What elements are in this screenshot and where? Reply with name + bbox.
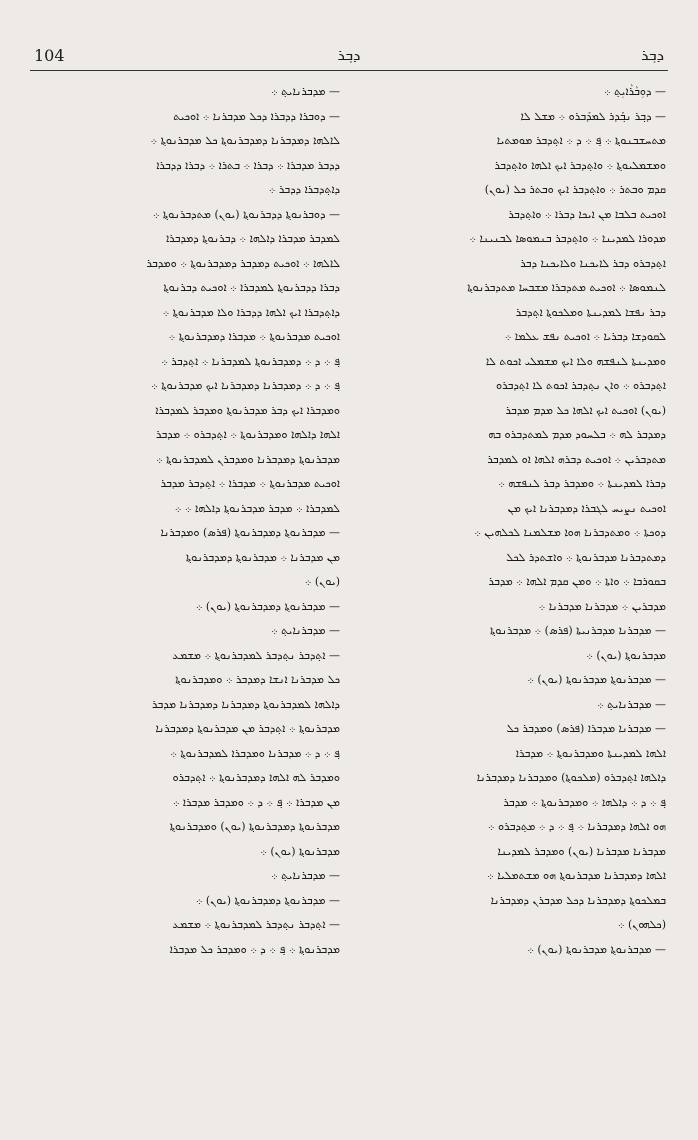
entry-line: ܕܐܬ݂ܕܒܪܐ ܕܕܒܪ ܀ bbox=[268, 183, 340, 196]
entry-line: — ܡܕܒܪܢܐ ܡܕܒܪܐ (ܦܪܣ) ܘܡܕܒܪ ܟܠ bbox=[506, 722, 666, 735]
entry-line: — ܡܕܒܪܢܐܝܬ݂ ܀ bbox=[271, 624, 340, 637]
entry-line: ܡܕܒܪܢܘܬ݂ܐ ܀ ܦ݂ ܀ ܕ ܀ ܘܡܕܒܪ ܟܠ ܡܕܒܪܐ bbox=[169, 942, 340, 956]
entry-line: — ܕܘܒܪܢܘܬ݂ܐ ܕܕܒܪܢܘܬ݂ܐ (ܝܘܢ) ܡܬܕܒܪܢܘܬ݂ܐ ܀ bbox=[152, 207, 340, 221]
entry-line: — ܐܬ݂ܕܒܪ ܢܬ݂ܕܒܪ ܠܡܕܒܪܢܘܬ݂ܐ ܀ ܡܫܡܥ bbox=[172, 648, 340, 662]
entry-line: ܕܒܪܐ ܕܕܒܪܢܘܬ݂ܐ ܠܡܕܒܪܐ ܀ ܐܘܟܝܬ ܕܒܪܢܘܬ݂ܐ bbox=[163, 281, 340, 294]
running-head-right: ܕܒ݂ܪ bbox=[641, 46, 664, 64]
entry-line: ܘܡܫܡܠܝܘܬ݂ܐ ܀ ܘܐܬ݂ܕܒܪ ܐܝܟ ܐܠܗܐ ܘܐܬ݂ܕܒܪ bbox=[494, 158, 666, 172]
entry-line: ܐܘܟܝܬ ܡܕܒܪܢܘܬ݂ܐ ܀ ܡܕܒܪܐ ܕܡܕܒܪܢܘܬ݂ܐ ܀ bbox=[168, 330, 340, 343]
header-rule bbox=[30, 70, 668, 71]
entry-line: ܦ݂ ܀ ܕ ܀ ܡܕܒܪܢܐ ܘܡܕܒܪܐ ܠܡܕܒܪܢܘܬ݂ܐ ܀ bbox=[170, 746, 340, 760]
entry-line: — ܡܕܒܪܢܘܬ݂ܐ ܕܡܕܒܪܢܘܬ݂ܐ (ܝܘܢ) ܀ bbox=[195, 893, 340, 907]
entry-line: ܠܩܘܕܫܐ ܕܒܪܝܐ ܀ ܐܘܟܝܬ ܢܦܫ ܥܠܡܐ ܀ bbox=[504, 330, 666, 343]
entry-line: — ܡܕܒܪܢܐܝܬ݂ ܀ bbox=[271, 85, 340, 98]
entry-line: (ܝܘܢ) ܀ bbox=[304, 575, 340, 588]
entry-line: (ܝܘܢ) ܐܘܟܝܬ ܐܝܟ ܐܠܗܐ ܟܠ ܡܕܡ ܡܕܒܪ bbox=[505, 403, 666, 417]
entry-line: ܦ݂ ܀ ܕ ܀ ܕܐܠܗܐ ܀ ܘܡܕܒܪܢܘܬ݂ܐ ܀ ܡܕܒܪ bbox=[503, 795, 666, 809]
entry-line: — ܡܕܒܪܢܘܬ݂ܐ ܡܕܒܪܢܘܬ݂ܐ (ܝܘܢ) ܀ bbox=[527, 942, 666, 956]
entry-line: — ܕܘܼܒܵܪܵܐܝܼܬ݂ ܀ bbox=[603, 85, 666, 98]
entry-line: — ܡܕܒܪܢܐ ܡܕܒܪܢܝܬܐ (ܦܪܣ) ܀ ܡܕܒܪܢܘܬ݂ܐ bbox=[490, 624, 666, 637]
entry-line: ܡܕܒܪܢܘܬ݂ܐ (ܝܘܢ) ܀ bbox=[586, 648, 666, 662]
entry-line: ܐܬ݂ܕܒܪܘ ܀ ܘܐܢ ܢܬ݂ܕܒܪ ܐܟܘܬ ܠܐ ܐܬ݂ܕܒܪܘ bbox=[495, 379, 666, 392]
right-column bbox=[356, 80, 666, 962]
entry-line: ܦ݂ ܀ ܕ ܀ ܕܡܕܒܪܢܐ ܕܡܕܒܪܢܐ ܐܝܟ ܡܕܒܪܢܘܬ݂ܐ ܀ bbox=[151, 379, 340, 392]
entry-line: ܕܒܪܐ ܠܡܕܝܢܬܐ ܀ ܘܡܕܒܪ ܕܒܪ ܠܢܦܫܗ ܀ bbox=[498, 477, 666, 490]
entry-line: ܒܩܘܪܒܐ ܀ ܘܐܬܐ ܀ ܘܡܢ ܩܕܡ ܐܠܗܐ ܀ ܡܕܒܪ bbox=[488, 575, 666, 588]
entry-line: ܕܕܒܪ ܡܕܒܪܐ ܀ ܕܒܪܐ ܀ ܒܬܪܐ ܀ ܕܒܪܐ ܕܕܒܪܐ bbox=[156, 158, 340, 172]
running-head-center: ܕܒ݂ܪ bbox=[337, 46, 361, 64]
entry-line: ܡܕܒܪܢܐ ܡܕܒܪܢܐ (ܝܘܢ) ܘܡܕܒܪ ܠܡܕܝܢܐ bbox=[497, 844, 666, 858]
entry-line: ܐܠܗܐ ܕܡܕܒܪܢܐ ܡܕܒܪܢܘܬ݂ܐ ܗܘ ܡܫܬܡܠܝܐ ܀ bbox=[487, 869, 666, 882]
entry-line: ܠܡܕܒܪ ܡܕܒܪܐ ܕܐܠܗܐ ܀ ܕܒܪܢܘܬ݂ܐ ܕܡܕܒܪܐ bbox=[166, 232, 340, 245]
entry-line: ܡܢ ܡܕܒܪܢܐ ܀ ܡܕܒܪܢܘܬ݂ܐ ܕܡܕܒܪܢܘܬ݂ܐ bbox=[185, 550, 340, 564]
entry-line: — ܡܕܒܪܢܐܝܬ݂ ܀ bbox=[597, 697, 666, 711]
entry-line: ܕܐܠܗܐ ܐܬ݂ܕܒܪܘ (ܡܠܟܘܬ݂ܐ) ܘܡܕܒܪܢܐ ܕܡܕܒܪܢܐ bbox=[476, 771, 666, 784]
entry-line: ܐܠܗܐ ܠܡܕܝܢܬܐ ܘܡܕܒܪܢܘܬ݂ܐ ܀ ܡܕܒܪܐ bbox=[515, 746, 666, 760]
entry-line: ܐܘܟܝܬ ܒܠܒܐ ܡܢ ܐܝܟܐ ܕܒܪܐ ܀ ܘܐܬ݂ܕܒܪ bbox=[508, 207, 666, 221]
entry-line: — ܡܕܒܪܢܘܬ݂ܐ ܕܡܕܒܪܢܘܬ݂ܐ (ܝܘܢ) ܀ bbox=[195, 599, 340, 613]
entry-line: — ܕܒ݂ܪ ܢܒ݂ܰܕܪ ܠܡܕܰܒܪܘ ܀ ܡܫܠ ܠܐ bbox=[520, 109, 666, 123]
entry-line: ܡܕܒܪܝܢ ܀ ܡܕܒܪܢܐ ܡܕܒܪܢܐ ܀ bbox=[538, 599, 666, 613]
entry-line: ܠܢܡܘܣܐ ܀ ܐܘܟܝܬ ܡܬܕܒܪܐ ܡܫܒܚܐ ܡܬܕܒܪܢܘܬ݂ܐ bbox=[467, 281, 666, 294]
entry-line: ܡܕܒܪܢܘܬ݂ܐ (ܝܘܢ) ܀ bbox=[260, 844, 340, 858]
entry-line: ܕܘܟܬܐ ܀ ܘܡܬܕܒܪܢܐ ܗܘܐ ܡܫܠܡܢܐ ܠܟܠܗܝܢ ܀ bbox=[474, 526, 666, 539]
entry-line: ܡܕܘܪܐ ܠܡܕܝܢܐ ܀ ܘܐܬ݂ܕܒܪ ܒܢܡܘܣܐ ܠܒܢܝܢܐ ܀ bbox=[469, 232, 666, 245]
entry-line: ܕܐܬ݂ܕܒܪܐ ܐܝܟ ܐܠܗܐ ܕܕܒܪܐ ܘܠܐ ܡܕܒܪܢܘܬ݂ܐ ܀ bbox=[162, 305, 340, 319]
entry-line: ܐܘܟܝܬ ܡܕܒܪܢܘܬ݂ܐ ܀ ܡܕܒܪܐ ܀ ܐܬ݂ܕܒܪ ܡܕܒܪ bbox=[160, 477, 340, 490]
entry-line: ܕܐܠܗܐ ܠܡܕܒܪܢܘܬ݂ܐ ܕܡܕܒܪܢܐ ܕܡܕܒܪܢܐ ܡܕܒܪ bbox=[151, 697, 340, 711]
entry-line: ܗܘ ܐܠܗܐ ܕܡܕܒܪܢܐ ܀ ܦ݂ ܀ ܕ ܀ ܡܬ݂ܕܒܪܘ ܀ bbox=[487, 820, 666, 833]
entry-line: ܟܠ ܡܕܒܪܢܐ ܐܢܫܐ ܕܡܕܒܪ ܀ ܘܡܕܒܪܢܘܬ݂ܐ bbox=[175, 673, 340, 686]
entry-line: — ܐܬ݂ܕܒܪ ܢܬ݂ܕܒܪ ܠܡܕܒܪܢܘܬ݂ܐ ܀ ܡܫܡܥ bbox=[172, 918, 340, 931]
entry-line: ܩܕܡ ܘܒܬܪ ܀ ܘܐܬ݂ܕܒܪ ܐܝܟ ܘܒܬܪ ܟܠ (ܝܘܢ) bbox=[484, 183, 666, 196]
entry-line: ܦ݂ ܀ ܕ ܀ ܕܡܕܒܪܢܘܬ݂ܐ ܠܡܕܒܪܢܐ ܀ ܐܬ݂ܕܒܪ ܀ bbox=[161, 354, 340, 368]
entry-line: — ܡܕܒܪܢܘܬ݂ܐ ܕܡܕܒܪܢܘܬ݂ܐ (ܦܪܣ) ܘܡܕܒܪܢܐ bbox=[160, 526, 340, 539]
entry-line: — ܡܕܒܪܢܐܝܬ݂ ܀ bbox=[271, 869, 340, 882]
entry-line: ܠܡܕܒܪܐ ܀ ܡܕܒܪ ܡܕܒܪܢܘܬ݂ܐ ܕܐܠܗܐ ܀ ܀ bbox=[174, 501, 340, 515]
entry-line: ܘܡܕܒܪܐ ܐܝܟ ܕܒܪ ܡܕܒܪܢܘܬ݂ܐ ܘܡܕܒܪ ܠܡܕܒܪܐ bbox=[155, 403, 340, 417]
entry-line: ܐܠܗܐ ܕܐܠܗܐ ܘܡܕܒܪܢܘܬ݂ܐ ܀ ܐܬ݂ܕܒܪܘ ܀ ܡܕܒܪ bbox=[155, 428, 340, 441]
entry-line: ܕܡܕܒܪ ܠܗ ܀ ܒܠܚܘܕ ܡܕܡ ܠܡܬܕܒܪܘ ܒܗ bbox=[488, 428, 666, 441]
entry-line: ܐܘܟܝܬ ܢܨܝܚ ܠܓܒܪܐ ܕܡܕܒܪܢܐ ܐܝܟ ܡܢ bbox=[507, 501, 666, 515]
entry-line: ܘܡܕܒܪ ܠܗ ܐܠܗܐ ܕܡܕܒܪܢܘܬ݂ܐ ܀ ܐܬ݂ܕܒܪܘ bbox=[172, 771, 340, 784]
left-column bbox=[30, 80, 340, 962]
entry-line: ܐܬ݂ܕܒܪܘ ܕܒܪ ܠܐܝܟܢܐ ܘܠܐܝܟܢܐ ܕܒܪ bbox=[520, 256, 666, 270]
entry-line: ܡܕܒܪܢܘܬ݂ܐ ܕܡܕܒܪܢܘܬ݂ܐ (ܝܘܢ) ܘܡܕܒܪܢܘܬ݂ܐ bbox=[169, 820, 340, 833]
entry-line: ܠܐܠܗܐ ܕܡܕܒܪܢܐ ܕܡܕܒܪܢܘܬ݂ܐ ܟܠ ܡܕܒܪܢܘܬ݂ܐ ܀ bbox=[150, 134, 340, 147]
entry-line: ܡܕܒܪܢܘܬ݂ܐ ܀ ܐܬ݂ܕܒܪ ܡܢ ܡܕܒܪܢܘܬ݂ܐ ܕܡܕܒܪܢܐ bbox=[155, 722, 340, 735]
entry-line: ܒܡܠܟܘܬ݂ܐ ܕܡܕܒܪܢܐ ܕܟܠ ܡܕܒܪܢ ܕܡܕܒܪܢܐ bbox=[490, 893, 666, 907]
entry-line: ܡܬܚܫܒܢܘܬ݂ܐ ܀ ܦ݂ ܀ ܕ ܀ ܐܬ݂ܕܒܪ ܡܘܡܬܝܐ bbox=[496, 134, 666, 147]
entry-line: ܕܒܪ ܢܦܫܐ ܠܡܕܝܢܬܐ ܘܡܠܟܘܬ݂ܐ ܐܬ݂ܕܒܪ bbox=[515, 305, 666, 319]
page-number: 104 bbox=[34, 46, 65, 65]
entry-line: ܕܡܬܕܒܪܢܐ ܡܕܒܪܢܘܬ݂ܐ ܀ ܘܐܫܬܕܪ ܠܟܠ bbox=[506, 550, 666, 564]
entry-line: ܡܢ ܡܕܒܪܐ ܀ ܦ݂ ܀ ܕ ܀ ܘܡܕܒܪ ܡܕܒܪܐ ܀ bbox=[172, 795, 340, 809]
entry-line: (ܟܠܗܘܢ) ܀ bbox=[617, 918, 666, 931]
entry-line: — ܕܘܒܪܐ ܕܕܒܪܐ ܕܟܠ ܡܕܒܪܢܐ ܀ ܐܘܟܝܬ bbox=[173, 109, 340, 123]
entry-line: — ܡܕܒܪܢܘܬ݂ܐ ܡܕܒܪܢܘܬ݂ܐ (ܝܘܢ) ܀ bbox=[527, 673, 666, 686]
entry-line: ܠܐܠܗܐ ܀ ܐܘܟܝܬ ܕܡܕܒܪ ܕܡܕܒܪܢܘܬ݂ܐ ܀ ܘܡܕܒܪ bbox=[146, 256, 340, 270]
entry-line: ܡܕܒܪܢܘܬ݂ܐ ܕܡܕܒܪܢܐ ܘܡܕܒܪܢ ܠܡܕܒܪܢܘܬ݂ܐ ܀ bbox=[156, 452, 340, 466]
entry-line: ܡܬܕܒܪܝܢ ܀ ܐܘܟܝܬ ܕܒܪܗ ܐܠܗܐ ܐܘ ܠܡܕܒܪ bbox=[487, 452, 666, 466]
entry-line: ܘܡܕܝܢܬܐ ܠܢܦܫܗ ܘܠܐ ܐܝܟ ܡܫܡܠܝ ܐܟܘܬ ܠܐ bbox=[485, 354, 666, 368]
